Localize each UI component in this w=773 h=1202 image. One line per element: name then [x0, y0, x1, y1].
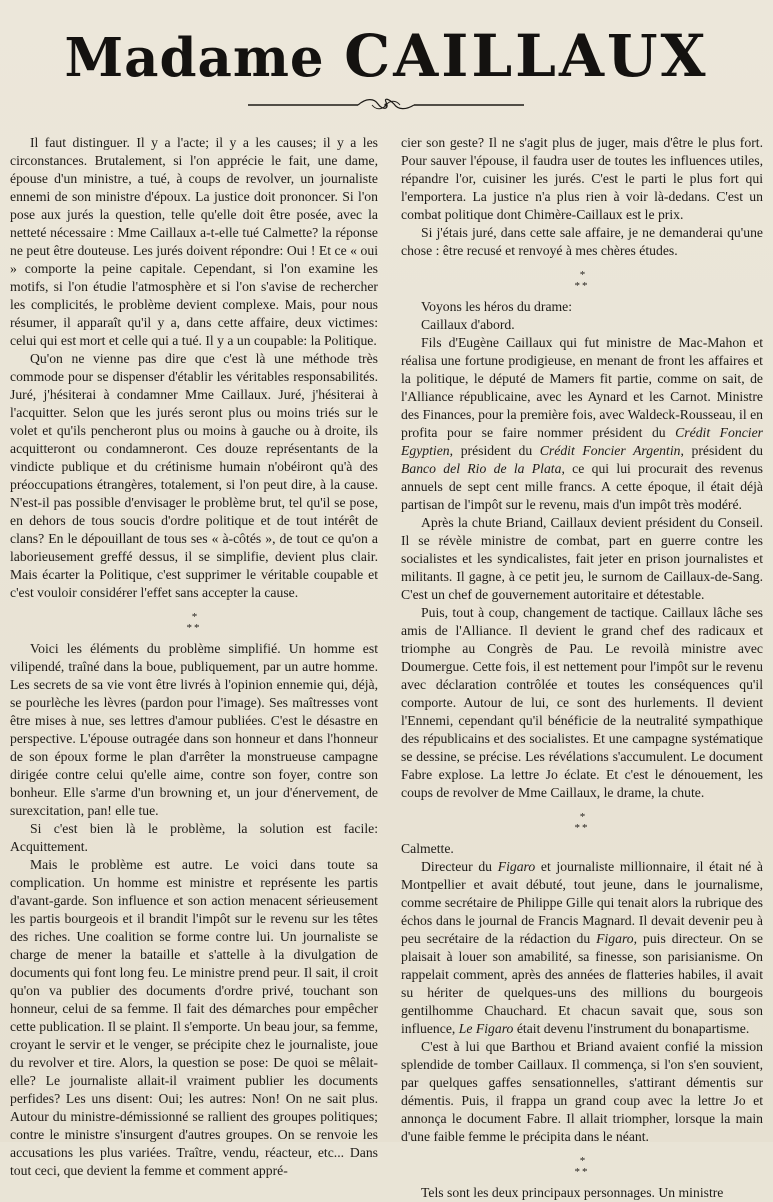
paragraph: Qu'on ne vienne pas dire que c'est là une méthode très commode pour se dispenser d'établir les véritables responsabilités. Juré, j'hésiterai à condamner Mme Caillaux. Juré, j'hésiterai à l'acquitter. Selon que les jurés seront plus ou moins triés sur le volet et qu'ils pencheront plus ou moins à gauche ou à droite, ils acquitteront ou condamneront. Ces douze représentants de la vindicte publique et du crétinisme humain n'obéiront qu'à des préoccupations étrangères, totalement, si l'on peut dire, à la cause. N'est-il pas possible d'envisager le problème brut, tel qu'il se pose, en dehors de tous soucis d'ordre politique et de tout intérêt de clans? En le dépouillant de tous ses « à-côtés », de tout ce qu'on a laborieusement greffé dessus, il se simplifie, devient plus clair. Mais écarter la Politique, c'est supprimer le véritable coupable et c'est vouloir considérer l'effet sans accepter la cause. [10, 351, 378, 600]
paragraph: Directeur du Figaro et journaliste millionnaire, il était né à Montpellier et avait débuté, tout jeune, dans le journalisme, comme secrétaire de Philippe Gille qui tenait alors la rubrique des échos dans le journal de Francis Magnard. Il devait devenir peu à peu secrétaire de la rédaction du Figaro, puis directeur. On se plaisait à louer son amabilité, sa finesse, son parisianisme. On rappelait comment, après des années de flatteries habiles, il avait su hériter de quelques-uns des millions du bourgeois gentilhomme Chauchard. Et chacun savait que, sous son influence, Le Figaro était devenu l'instrument du bonapartisme. [401, 859, 763, 1036]
paragraph: Si j'étais juré, dans cette sale affaire, je ne demanderai qu'une chose : être recusé et renvoyé à mes chères études. [401, 225, 763, 258]
paragraph: cier son geste? Il ne s'agit plus de juger, mais d'être le plus fort. Pour sauver l'épouse, il faudra user de toutes les influences utiles, répandre l'or, cuisiner les jurés. C'est le parti le plus fort qui l'emportera. La justice n'a plus rien à voir là-dedans. C'est un combat politique dont Chimère-Caillaux est le prix. [401, 135, 763, 222]
paragraph: Fils d'Eugène Caillaux qui fut ministre de Mac-Mahon et réalisa une fortune prodigieuse, en menant de front les affaires et la politique, le député de Mamers fit partie, comme on sait, de l'Alliance républicaine, avec les Aynard et les Carnot. Ministre des Finances, pour la première fois, avec Waldeck-Rousseau, il en profita pour se faire nommer président du Crédit Foncier Egyptien, président du Crédit Foncier Argentin, président du Banco del Rio de la Plata, ce qui lui procurait des revenus annuels de sept cent mille francs. A cette époque, il était déjà partisan de l'impôt sur le revenu, mais d'un impôt très modéré. [401, 335, 764, 512]
left-column [10, 134, 378, 1180]
paragraph: Après la chute Briand, Caillaux devient président du Conseil. Il se révèle ministre de combat, part en guerre contre les socialistes et les syndicalistes, fait jeter en prison journalistes et militants. Il gagne, à ce petit jeu, le surnom de Caillaux-de-Sang. C'est un chef de gouvernement autoritaire et détestable. [401, 515, 763, 602]
paragraph: Calmette. [401, 841, 454, 856]
paragraph: Si c'est bien là le problème, la solution est facile: Acquittement. [10, 821, 378, 854]
section-separator: * ** [574, 1155, 590, 1178]
article-title [0, 22, 773, 90]
section-separator: * ** [574, 811, 590, 834]
right-column [401, 134, 763, 1202]
section-separator: * ** [574, 269, 590, 292]
title-prefix: Madame [64, 27, 325, 89]
paragraph: Il faut distinguer. Il y a l'acte; il y a les causes; il y a les circonstances. Brutalement, si l'on apprécie le fait, une dame, épouse d'un ministre, a tué, à coups de revolver, un journaliste ennemi de son ministre d'époux. La justice doit prononcer. Si l'on pose aux jurés la question, telle qu'elle doit être posée, avec la netteté nécessaire : Mme Caillaux a-t-elle tué Calmette? la réponse ne peut être douteuse. Les jurés doivent répondre: Oui ! Et ce « oui » comporte la peine capitale. Cependant, si l'on examine les motifs, si l'on étudie l'atmosphère et si l'on s'avise de rechercher les complicités, le problème devient complexe. Mais, pour nous résumer, il apparaît qu'il y a, dans cette affaire, deux victimes: celui qui est mort et celle qui a tué. Il y a un coupable: la Politique. [10, 135, 378, 348]
ornamental-rule [248, 96, 524, 114]
paragraph: Voici les éléments du problème simplifié. Un homme est vilipendé, traîné dans la boue, publiquement, par un autre homme. Les secrets de sa vie vont être livrés à l'opinion ennemie qui, déjà, se pourlèche les lèvres (pardon pour l'image). Ses maîtresses vont être mises à nue, ses lettres d'amour publiées. C'est le désastre en perspective. L'épouse outragée dans son honneur et dans l'honneur de son époux forme le plan d'arrêter la monstrueuse campagne dirigée contre celui qu'elle aime, contre son foyer, contre son bonheur. Elle s'arme d'un browning et, un jour d'énervement, de surexcitation, pan! elle tue. [10, 641, 378, 818]
title-name: CAILLAUX [344, 22, 709, 90]
paragraph: Tels sont les deux principaux personnages. Un ministre [421, 1185, 724, 1200]
section-separator: * ** [186, 611, 202, 634]
paragraph: Voyons les héros du drame: [421, 299, 573, 314]
paragraph: Puis, tout à coup, changement de tactique. Caillaux lâche ses amis de l'Alliance. Il devient le grand chef des radicaux et triomphe au Congrès de Pau. Le revoilà ministre avec Doumergue. Cette fois, il est nettement pour l'impôt sur le revenu avec déclaration contrôlée et toutes les conséquences qu'il comporte. Autour de lui, ce sont des hurlements. Il devient l'Ennemi, cependant qu'il bénéficie de la neutralité sympathique des républicains et des socialistes. Et une campagne systématique se dessine, se précise. Les révélations s'accumulent. Le document Fabre explose. La lettre Jo éclate. Et c'est le dénouement, les coups de revolver de Mme Caillaux, le drame, la chute. [401, 605, 763, 800]
paragraph: Mais le problème est autre. Le voici dans toute sa complication. Un homme est ministre et représente les partis d'avant-garde. Son influence et son action menacent sérieusement les partis bourgeois et il brandit l'impôt sur le revenu sur les têtes des riches. Une coalition se forme contre lui. Un journaliste se charge de mener la bataille et s'attelle à la divulgation de documents qui font long feu. Le ministre prend peur. Il sait, il croit qu'on va publier des documents d'ordre privé, touchant son honneur, celui de sa femme. Il fait des démarches pour empêcher cette publication. Il se plaint. Il s'emporte. Un beau jour, sa femme, croyant le servir et le venger, se précipite chez le journaliste, joue du revolver et tire. Alors, la question se pose: De quoi se mêlait-elle? Le journaliste allait-il vraiment publier les documents perfides? Les uns disent: Oui; les autres: Non! On ne sait plus. Autour du ministre-démissionné se rallient des groupes politiques; contre le ministre s'insurgent d'autres groupes. On se renvoie les accusations les plus variées. Traître, vendu, réacteur, etc... Dans tout ceci, que devient la femme et comment appré- [10, 857, 378, 1178]
paragraph: C'est à lui que Barthou et Briand avaient confié la mission splendide de tomber Caillaux. Il commença, si l'on s'en souvient, par quelques gaffes sensationnelles, s'attirant démentis sur démentis. Puis, il frappa un grand coup avec la lettre Jo et annonça le document Fabre. Il allait triompher, lorsque la main d'une faible femme le précipita dans le néant. [401, 1039, 763, 1144]
paragraph: Caillaux d'abord. [421, 317, 515, 332]
